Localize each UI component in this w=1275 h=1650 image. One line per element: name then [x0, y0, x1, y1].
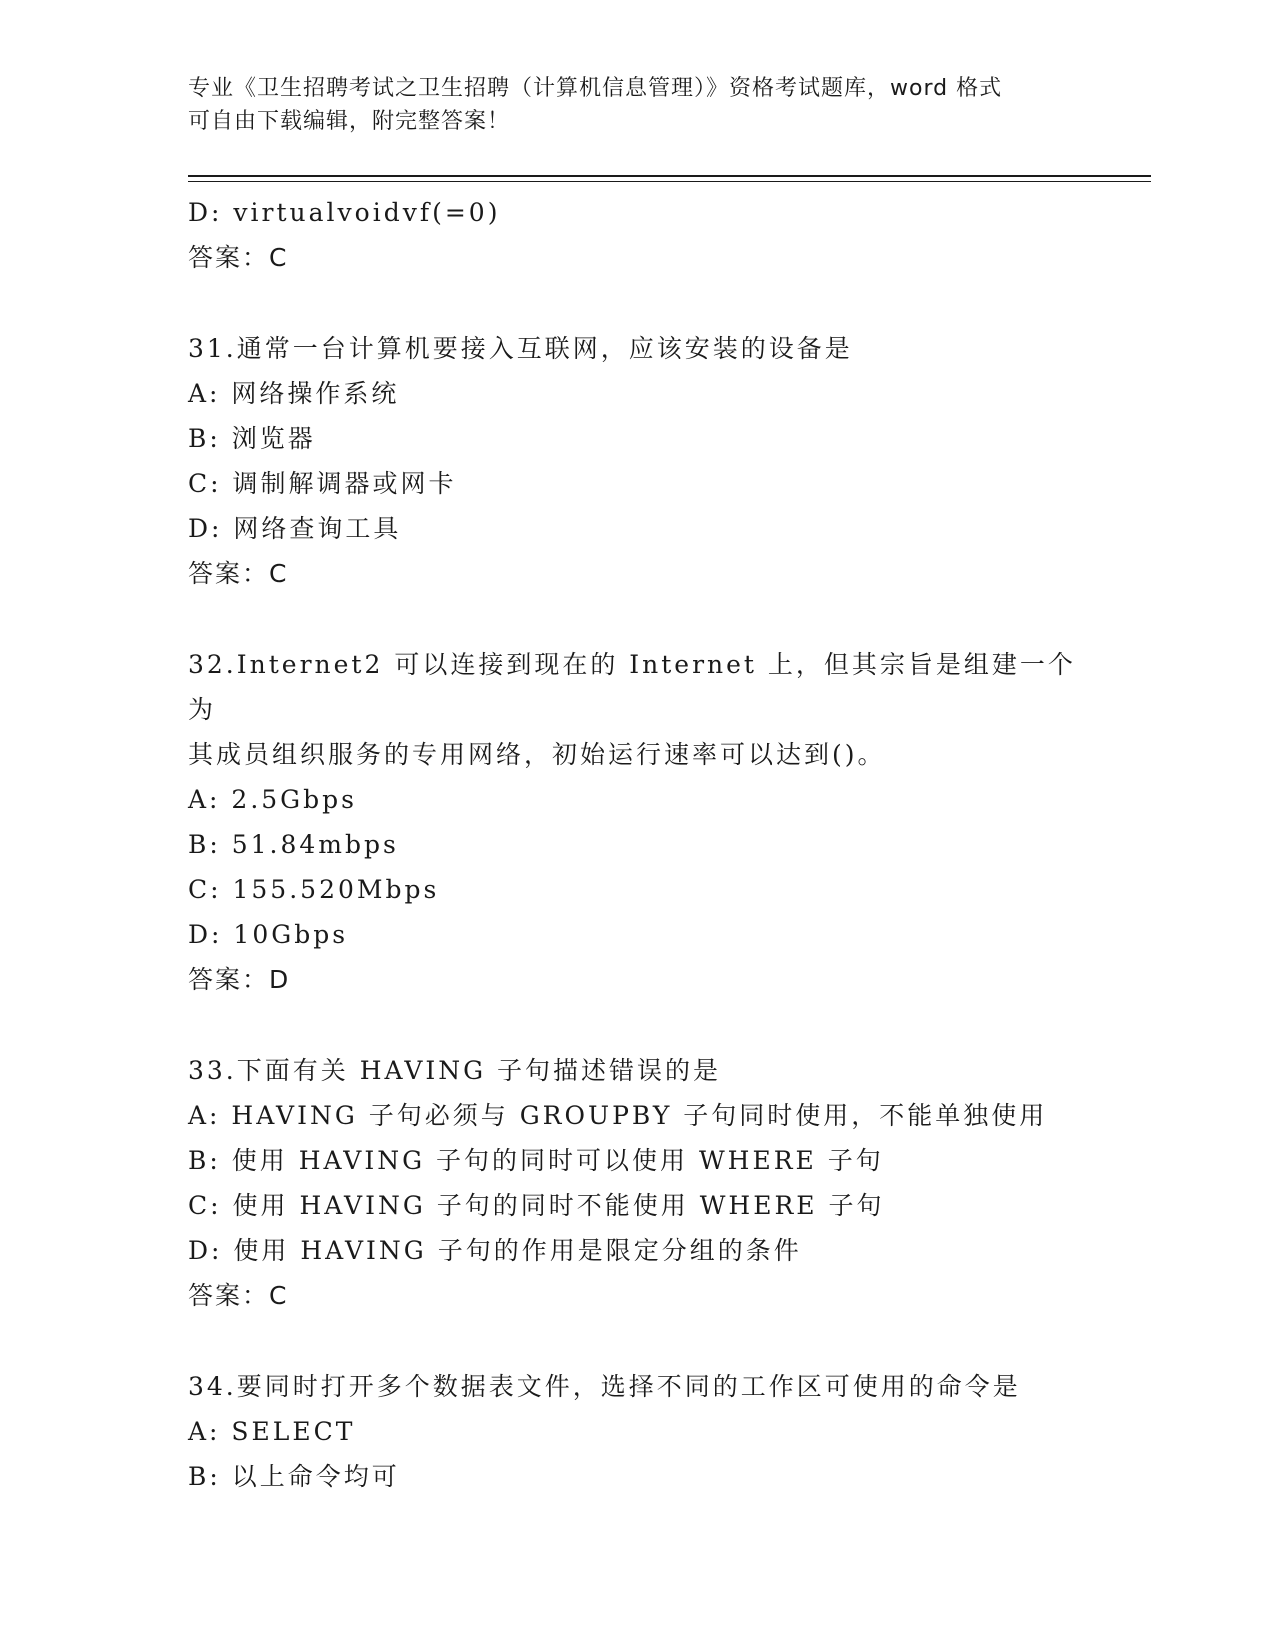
option-d: D: 10Gbps	[188, 920, 349, 949]
spacer	[188, 280, 1088, 326]
header-divider-thick	[188, 175, 1151, 177]
option-a: A: SELECT	[188, 1417, 356, 1446]
question-stem: 31.通常一台计算机要接入互联网，应该安装的设备是	[188, 334, 853, 363]
option-a: A: HAVING 子句必须与 GROUPBY 子句同时使用，不能单独使用	[188, 1101, 1048, 1130]
option-b: B: 使用 HAVING 子句的同时可以使用 WHERE 子句	[188, 1146, 884, 1175]
header-line-1: 专业《卫生招聘考试之卫生招聘（计算机信息管理）》资格考试题库，word 格式	[188, 76, 1003, 101]
spacer	[188, 1002, 1088, 1048]
question-stem: 33.下面有关 HAVING 子句描述错误的是	[188, 1056, 722, 1085]
question-stem-line-2: 其成员组织服务的专用网络，初始运行速率可以达到()。	[188, 740, 886, 769]
option-d: D: 网络查询工具	[188, 514, 402, 543]
question-list	[188, 190, 1088, 1499]
question-33	[188, 1048, 1088, 1318]
option-d: D: 使用 HAVING 子句的作用是限定分组的条件	[188, 1236, 802, 1265]
document-header	[188, 72, 1088, 138]
option-c: C: 使用 HAVING 子句的同时不能使用 WHERE 子句	[188, 1191, 885, 1220]
question-32	[188, 642, 1088, 1002]
option-a: A: 2.5Gbps	[188, 785, 357, 814]
option-b: B: 51.84mbps	[188, 830, 399, 859]
header-line-2: 可自由下载编辑，附完整答案！	[188, 109, 511, 134]
option-d: D: virtualvoidvf(=0)	[188, 198, 501, 227]
option-b: B: 浏览器	[188, 424, 316, 453]
question-stem-line-1: 32.Internet2 可以连接到现在的 Internet 上，但其宗旨是组建一个为	[188, 650, 1076, 724]
question-34	[188, 1364, 1088, 1499]
question-30-tail	[188, 190, 1088, 280]
answer-line: 答案：C	[188, 1281, 289, 1310]
option-b: B: 以上命令均可	[188, 1462, 400, 1491]
spacer	[188, 1318, 1088, 1364]
answer-line: 答案：C	[188, 559, 289, 588]
answer-line: 答案：D	[188, 965, 291, 994]
question-31	[188, 326, 1088, 596]
answer-line: 答案：C	[188, 243, 289, 272]
spacer	[188, 596, 1088, 642]
question-stem: 34.要同时打开多个数据表文件，选择不同的工作区可使用的命令是	[188, 1372, 1021, 1401]
option-c: C: 155.520Mbps	[188, 875, 440, 904]
option-c: C: 调制解调器或网卡	[188, 469, 457, 498]
option-a: A: 网络操作系统	[188, 379, 400, 408]
header-divider-thin	[188, 181, 1151, 182]
